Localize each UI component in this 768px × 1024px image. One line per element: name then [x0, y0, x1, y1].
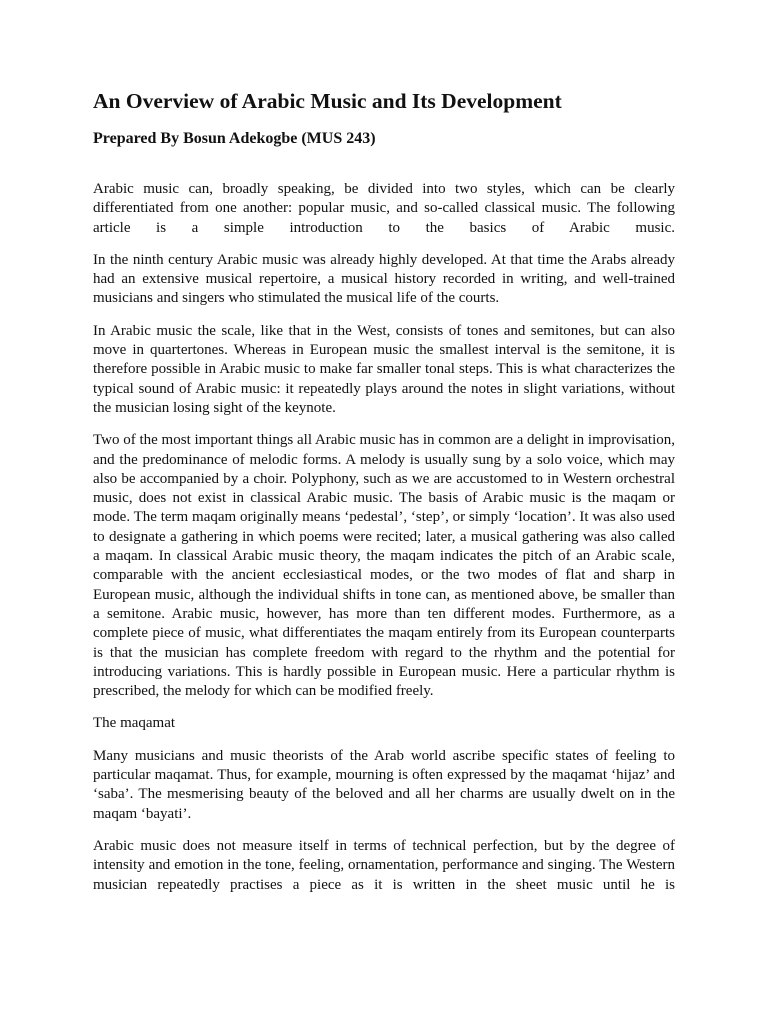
paragraph-improvisation: Two of the most important things all Arabic music has in common are a delight in improvisation, and the predominance of melodic forms. A melody is usually sung by a solo voice, which may also be accompanied by a choir. Polyphony, such as we are accustomed to in Western orchestral music, does not exist in classical Arabic music. The basis of Arabic music is the maqam or mode. The term maqam originally means ‘pedestal’, ‘step’, or simply ‘location’. It was also used to designate a gathering in which poems were recited; later, a musical gathering was also called a maqam. In classical Arabic music theory, the maqam indicates the pitch of an Arabic scale, comparable with the ancient ecclesiastical modes, or the two modes of flat and sharp in European music, although the individual shifts in tone can, as mentioned above, be smaller than a semitone. Arabic music, however, has more than ten different modes. Furthermore, as a complete piece of music, what differentiates the maqam entirely from its European counterparts is that the musician has complete freedom with regard to the rhythm and the potential for introducing variations. This is hardly possible in European music. Here a particular rhythm is prescribed, the melody for which can be modified freely. — [93, 432, 675, 700]
paragraph-intro: Arabic music can, broadly speaking, be divided into two styles, which can be clearly differentiated from one another: popular music, and so-called classical music. The following article is a simple introduction to the basics of Arabic music. — [93, 181, 675, 236]
paragraph-ninth-century: In the ninth century Arabic music was already highly developed. At that time the Arabs already had an extensive musical repertoire, a musical history recorded in writing, and well-trained musicians and singers who stimulated the musical life of the courts. — [93, 251, 675, 307]
paragraph-maqamat-feelings: Many musicians and music theorists of the Arab world ascribe specific states of feeling to particular maqamat. Thus, for example, mourning is often expressed by the maqamat ‘hijaz’ and ‘saba’. The mesmerising beauty of the beloved and all her charms are usually dwelt on in the maqam ‘bayati’. — [93, 747, 675, 822]
document-body — [93, 180, 675, 895]
section-heading-maqamat: The maqamat — [93, 715, 176, 732]
paragraph-scale: In Arabic music the scale, like that in the West, consists of tones and semitones, but can also move in quartertones. Whereas in European music the smallest interval is the semitone, it is therefore possible in Arabic music to make far smaller tonal steps. This is what characterizes the typical sound of Arabic music: it repeatedly plays around the notes in slight variations, without the musician losing sight of the keynote. — [93, 322, 675, 416]
document-page — [93, 88, 675, 908]
document-title: An Overview of Arabic Music and Its Development — [93, 89, 562, 113]
paragraph-intensity: Arabic music does not measure itself in terms of technical perfection, but by the degree of intensity and emotion in the tone, feeling, ornamentation, performance and singing. The Western musician repeatedly practises a piece as it is written in the sheet music until he is — [93, 837, 675, 893]
document-subtitle: Prepared By Bosun Adekogbe (MUS 243) — [93, 130, 376, 147]
